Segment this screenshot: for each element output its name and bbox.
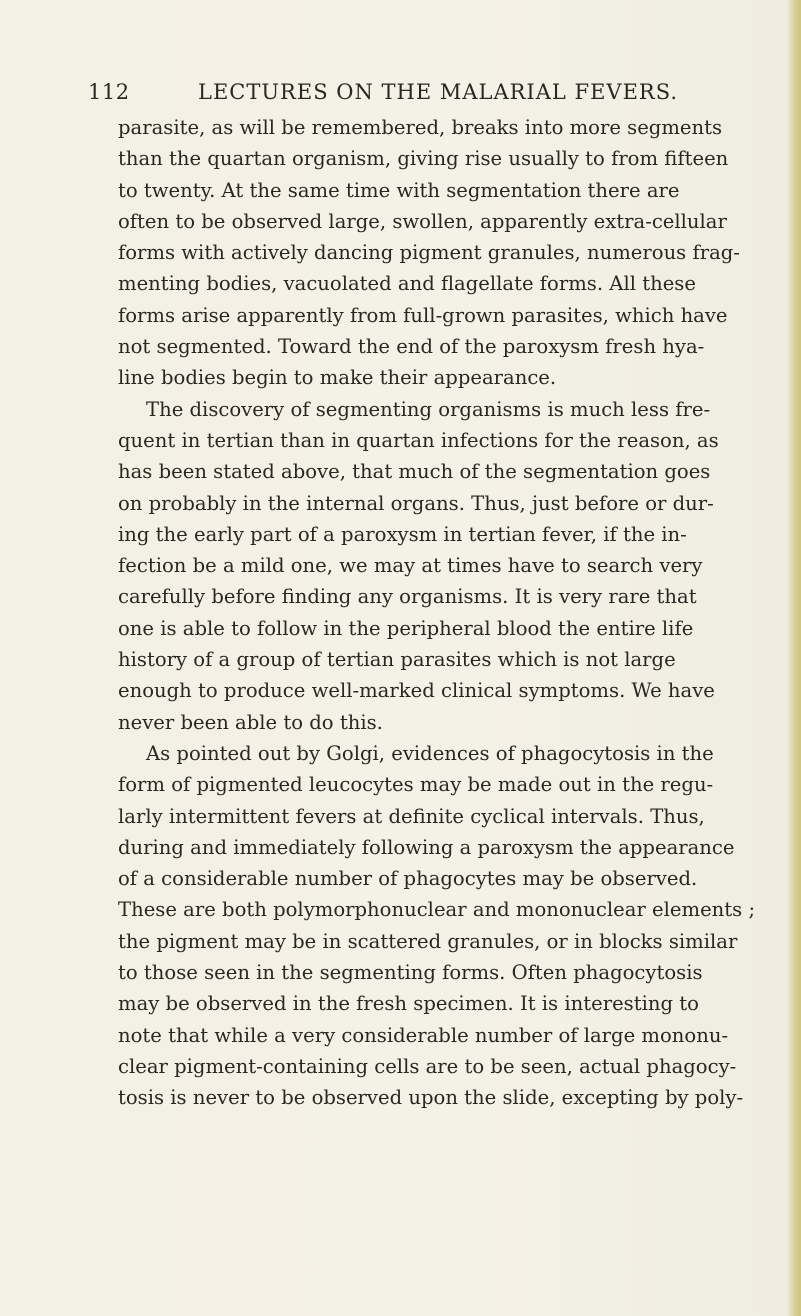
text-line: has been stated above, that much of the segmentation goes: [118, 460, 711, 484]
text-line: may be observed in the fresh specimen. It is interesting to: [118, 992, 699, 1016]
text-line: line bodies begin to make their appearance.: [118, 366, 557, 390]
text-line: ing the early part of a paroxysm in tertian fever, if the in-: [118, 522, 687, 546]
text-line: to twenty. At the same time with segmentation there are: [118, 178, 680, 202]
text-line: enough to produce well-marked clinical symptoms. We have: [118, 679, 715, 703]
text-line: menting bodies, vacuolated and flagellate forms. All these: [118, 272, 696, 296]
text-line: fection be a mild one, we may at times have to search very: [118, 554, 703, 578]
text-line: The discovery of segmenting organisms is much less fre-: [146, 397, 711, 421]
text-line: than the quartan organism, giving rise usually to from fifteen: [118, 147, 729, 171]
text-line: note that while a very considerable number of large mononu-: [118, 1023, 729, 1047]
text-line: to those seen in the segmenting forms. Often phagocytosis: [118, 961, 703, 985]
text-line: one is able to follow in the peripheral blood the entire life: [118, 616, 694, 640]
text-line: history of a group of tertian parasites which is not large: [118, 648, 676, 672]
text-line: As pointed out by Golgi, evidences of phagocytosis in the: [146, 741, 714, 765]
text-line: form of pigmented leucocytes may be made out in the regu-: [118, 773, 714, 797]
text-line: on probably in the internal organs. Thus, just before or dur-: [118, 491, 714, 515]
text-line: quent in tertian than in quartan infections for the reason, as: [118, 428, 719, 452]
body-text: [118, 112, 756, 1114]
text-line: These are both polymorphonuclear and mononuclear elements ;: [118, 898, 756, 922]
running-head: LECTURES ON THE MALARIAL FEVERS.: [198, 80, 679, 104]
page-edge: [787, 0, 801, 1316]
text-line: of a considerable number of phagocytes may be observed.: [118, 867, 698, 891]
page-header: [88, 80, 679, 110]
text-line: clear pigment-containing cells are to be seen, actual phagocy-: [118, 1054, 737, 1078]
text-line: tosis is never to be observed upon the slide, excepting by poly-: [118, 1086, 744, 1110]
text-line: not segmented. Toward the end of the paroxysm fresh hya-: [118, 335, 705, 359]
text-line: the pigment may be in scattered granules, or in blocks similar: [118, 929, 738, 953]
page-number: 112: [88, 80, 130, 104]
text-line: during and immediately following a paroxysm the appearance: [118, 835, 735, 859]
text-line: often to be observed large, swollen, apparently extra-cellular: [118, 209, 727, 233]
text-line: carefully before finding any organisms. It is very rare that: [118, 585, 697, 609]
text-line: never been able to do this.: [118, 710, 383, 734]
text-line: forms with actively dancing pigment granules, numerous frag-: [118, 241, 740, 265]
text-line: larly intermittent fevers at definite cyclical intervals. Thus,: [118, 804, 705, 828]
text-line: forms arise apparently from full-grown parasites, which have: [118, 303, 728, 327]
text-line: parasite, as will be remembered, breaks into more segments: [118, 116, 723, 139]
